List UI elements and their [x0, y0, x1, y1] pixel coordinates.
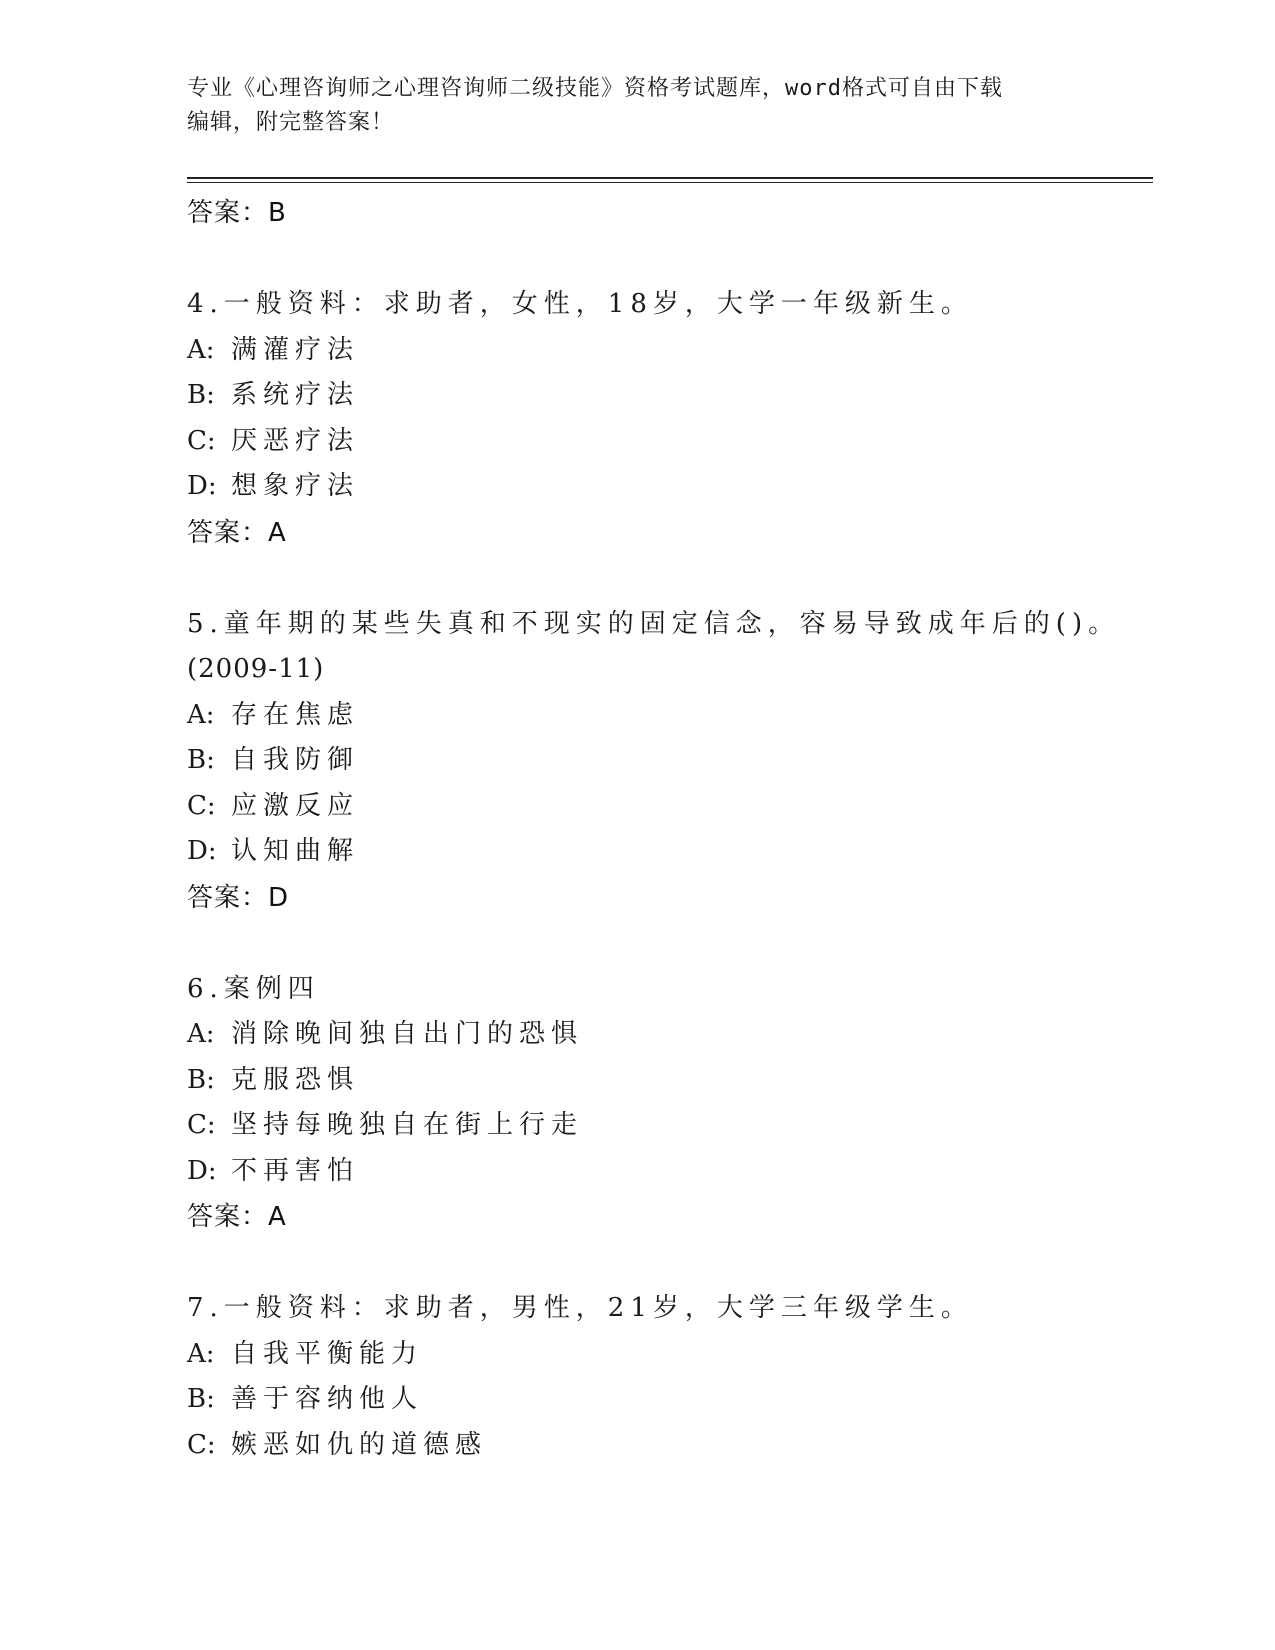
option-text: 坚持每晚独自在街上行走	[231, 1110, 584, 1140]
option-a	[187, 693, 1137, 739]
question-block-4	[187, 282, 1137, 556]
option-text: 不再害怕	[231, 1155, 360, 1186]
question-block-6	[187, 967, 1137, 1241]
option-c	[187, 1103, 1137, 1149]
option-key: D:	[187, 1155, 217, 1186]
option-key: C:	[187, 1429, 216, 1460]
option-b	[187, 373, 1137, 419]
option-b	[187, 1058, 1137, 1104]
option-text: 满灌疗法	[231, 334, 360, 365]
question-stem: 6.案例四	[187, 973, 320, 1004]
option-key: B:	[187, 1064, 215, 1095]
spacer	[187, 1240, 1137, 1286]
question-block-7	[187, 1286, 1137, 1468]
header-line-2: 编辑，附完整答案！	[187, 110, 395, 135]
option-key: C:	[187, 790, 216, 821]
option-key: A:	[187, 1338, 215, 1369]
option-b	[187, 1377, 1137, 1423]
option-key: B:	[187, 380, 215, 410]
spacer	[187, 921, 1137, 967]
question-stem-continued: (2009-11)	[187, 654, 325, 684]
option-a	[187, 328, 1137, 374]
option-text: 想象疗法	[231, 471, 360, 501]
option-key: D:	[187, 836, 217, 866]
option-text: 善于容纳他人	[231, 1384, 424, 1414]
spacer	[187, 236, 1137, 282]
question-list	[187, 190, 1137, 1468]
answer-q3: 答案：B	[187, 198, 287, 228]
option-key: D:	[187, 471, 217, 501]
option-b	[187, 738, 1137, 784]
question-stem: 7.一般资料：求助者，男性，21岁，大学三年级学生。	[187, 1293, 973, 1323]
header-line-1: 专业《心理咨询师之心理咨询师二级技能》资格考试题库，word格式可自由下载	[187, 76, 1003, 101]
option-d	[187, 829, 1137, 875]
option-text: 厌恶疗法	[231, 425, 360, 456]
option-key: C:	[187, 425, 216, 456]
option-text: 克服恐惧	[231, 1064, 360, 1095]
header-rule-thick	[187, 177, 1153, 179]
question-block-5	[187, 602, 1137, 921]
question-stem: 4.一般资料：求助者，女性，18岁，大学一年级新生。	[187, 289, 973, 319]
option-text: 存在焦虑	[231, 699, 360, 730]
option-text: 自我平衡能力	[231, 1338, 424, 1369]
question-stem: 5.童年期的某些失真和不现实的固定信念，容易导致成年后的()。	[187, 608, 1121, 639]
option-a	[187, 1332, 1137, 1378]
option-key: B:	[187, 1384, 215, 1414]
option-d	[187, 1149, 1137, 1195]
option-key: A:	[187, 1019, 215, 1049]
spacer	[187, 556, 1137, 602]
answer-q6: 答案：A	[187, 1202, 287, 1232]
header-rule-thin	[187, 182, 1153, 183]
option-a	[187, 1012, 1137, 1058]
option-key: A:	[187, 699, 215, 730]
page-header	[187, 72, 1067, 140]
option-c	[187, 784, 1137, 830]
option-key: B:	[187, 745, 215, 775]
option-key: C:	[187, 1110, 216, 1140]
option-text: 认知曲解	[231, 836, 360, 866]
option-text: 应激反应	[231, 790, 360, 821]
option-c	[187, 1423, 1137, 1469]
option-text: 消除晚间独自出门的恐惧	[231, 1019, 584, 1049]
option-text: 系统疗法	[231, 380, 360, 410]
option-key: A:	[187, 334, 215, 365]
answer-q5: 答案：D	[187, 882, 290, 913]
answer-q4: 答案：A	[187, 517, 287, 548]
option-text: 自我防御	[231, 745, 360, 775]
option-d	[187, 464, 1137, 510]
option-text: 嫉恶如仇的道德感	[231, 1429, 488, 1460]
option-c	[187, 419, 1137, 465]
